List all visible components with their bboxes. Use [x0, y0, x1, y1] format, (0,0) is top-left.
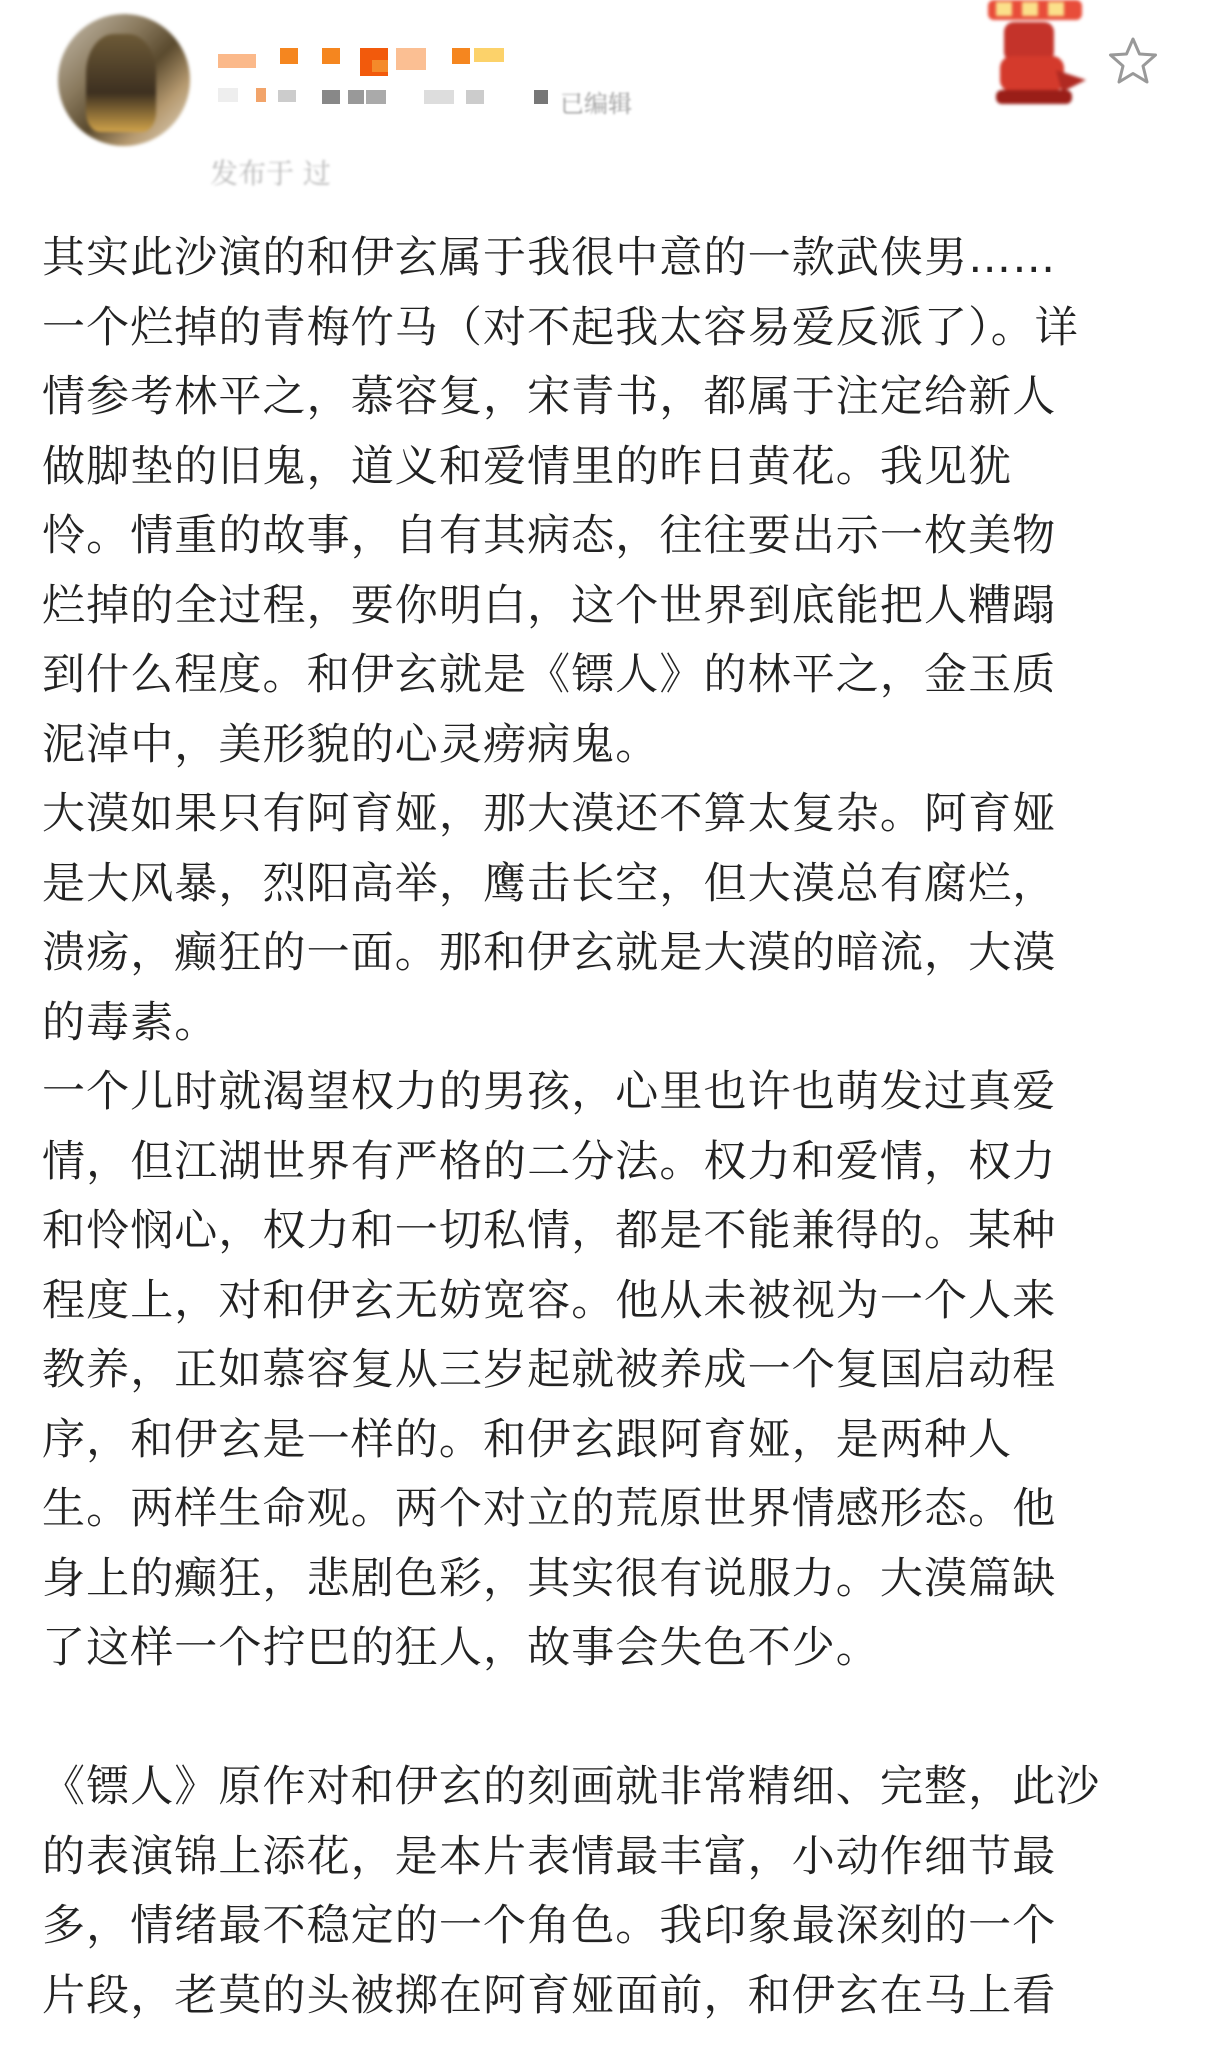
post-line: 其实此沙演的和伊玄属于我很中意的一款武侠男……	[42, 233, 1057, 283]
post-line: 程度上，对和伊玄无妨宽容。他从未被视为一个人来	[42, 1275, 1057, 1326]
post-line: 到什么程度。和伊玄就是《镖人》的林平之，金玉质	[42, 650, 1057, 700]
post-line: 大漠如果只有阿育娅，那大漠还不算太复杂。阿育娅	[42, 789, 1057, 839]
post-line: 是大风暴，烈阳高举，鹰击长空，但大漠总有腐烂，	[42, 858, 1057, 909]
post-line: 情，但江湖世界有严格的二分法。权力和爱情，权力	[42, 1136, 1057, 1187]
edited-label: 已编辑	[560, 90, 632, 118]
badge-icon	[978, 0, 1090, 108]
post-line: 《镖人》原作对和伊玄的刻画就非常精细、完整，此沙	[42, 1762, 1101, 1812]
star-outline-icon[interactable]	[1108, 36, 1158, 86]
post-line: 生。两样生命观。两个对立的荒原世界情感形态。他	[42, 1484, 1057, 1534]
paragraph-spacer	[42, 1684, 1172, 1754]
post-line: 溃疡，癫狂的一面。那和伊玄就是大漠的暗流，大漠	[42, 928, 1057, 978]
post-line: 做脚垫的旧鬼，道义和爱情里的昨日黄花。我见犹	[42, 441, 1013, 492]
post-line: 情参考林平之，慕容复，宋青书，都属于注定给新人	[42, 372, 1057, 422]
post-line: 一个烂掉的青梅竹马（对不起我太容易爱反派了）。详	[42, 302, 1079, 353]
post-body	[42, 224, 1172, 2031]
post-line: 的表演锦上添花，是本片表情最丰富，小动作细节最	[42, 1831, 1057, 1882]
post-line: 多，情绪最不稳定的一个角色。我印象最深刻的一个	[42, 1901, 1057, 1951]
publish-info: 发布于 过	[210, 157, 331, 190]
post-line: 了这样一个拧巴的狂人，故事会失色不少。	[42, 1623, 880, 1673]
avatar[interactable]	[58, 14, 190, 146]
post-line: 片段，老莫的头被掷在阿育娅面前，和伊玄在马上看	[42, 1970, 1057, 2021]
post-line: 泥淖中，美形貌的心灵痨病鬼。	[42, 719, 660, 770]
post-line: 和怜悯心，权力和一切私情，都是不能兼得的。某种	[42, 1206, 1057, 1256]
post-line: 身上的癫狂，悲剧色彩，其实很有说服力。大漠篇缺	[42, 1553, 1057, 1604]
post-line: 怜。情重的故事，自有其病态，往往要出示一枚美物	[42, 511, 1057, 561]
post-line: 的毒素。	[42, 997, 219, 1048]
post-line: 教养，正如慕容复从三岁起就被养成一个复国启动程	[42, 1345, 1057, 1395]
post-line: 序，和伊玄是一样的。和伊玄跟阿育娅，是两种人	[42, 1414, 1013, 1465]
post-line: 烂掉的全过程，要你明白，这个世界到底能把人糟蹋	[42, 580, 1057, 631]
username-blurred[interactable]	[218, 48, 678, 138]
post-header	[0, 0, 1206, 196]
post-line: 一个儿时就渴望权力的男孩，心里也许也萌发过真爱	[42, 1067, 1057, 1117]
